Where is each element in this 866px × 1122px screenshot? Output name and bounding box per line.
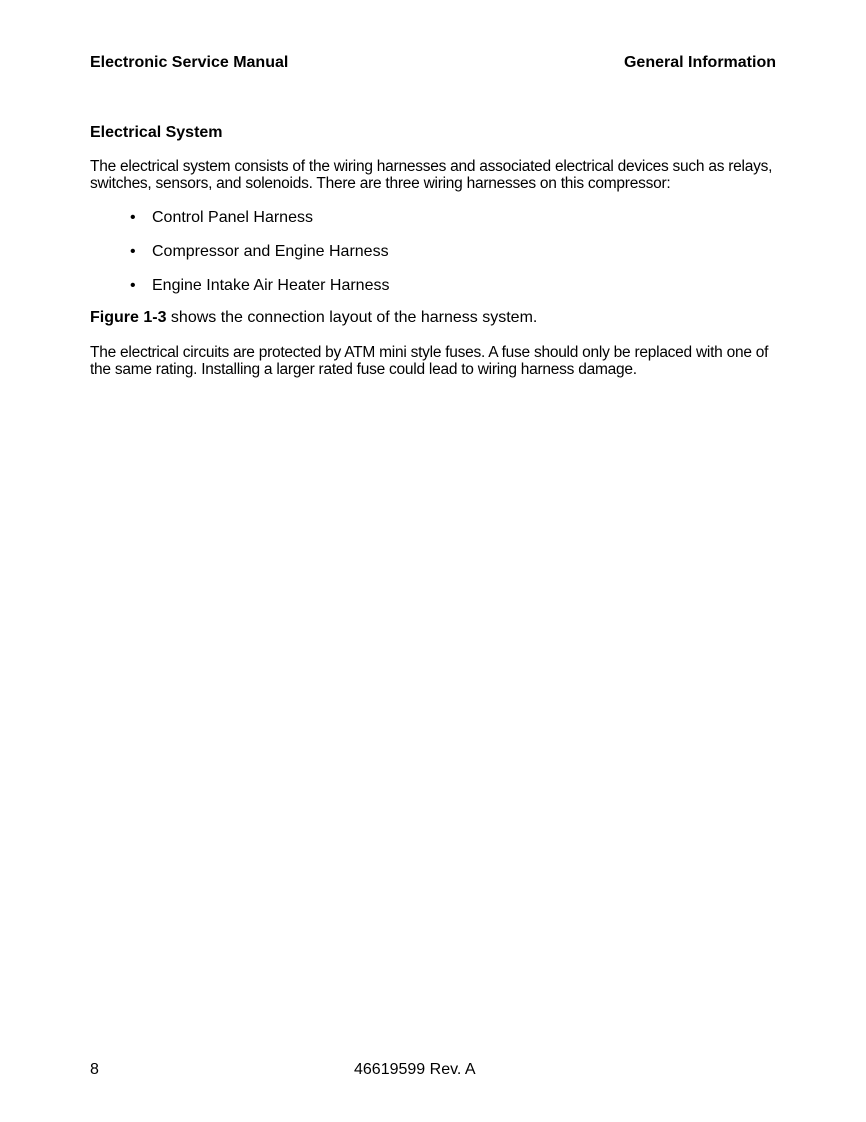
list-item: [90, 209, 780, 227]
page-content: [90, 124, 780, 395]
list-item-text: Control Panel Harness: [152, 209, 313, 226]
document-number: 46619599 Rev. A: [354, 1061, 476, 1078]
fuse-paragraph: The electrical circuits are protected by ATM mini style fuses. A fuse should only be replaced with one of the same rating. Installing a larger rated fuse could lead to wiring harness damage.: [90, 344, 769, 378]
header-manual-title: Electronic Service Manual: [90, 54, 289, 71]
bullet: •: [130, 209, 136, 226]
list-item-text: Compressor and Engine Harness: [152, 243, 389, 260]
figure-reference-link[interactable]: Figure 1-3: [90, 309, 167, 326]
page-number: 8: [90, 1061, 99, 1078]
list-item: [90, 277, 780, 295]
bullet: •: [130, 243, 136, 260]
bullet: •: [130, 277, 136, 294]
intro-paragraph: The electrical system consists of the wiring harnesses and associated electrical devices such as relays, switches, sensors, and solenoids. There are three wiring harnesses on this compressor:: [90, 158, 773, 192]
list-item: [90, 243, 780, 261]
list-item-text: Engine Intake Air Heater Harness: [152, 277, 390, 294]
header-section-title: General Information: [623, 54, 776, 71]
figure-reference-paragraph: [90, 309, 780, 327]
harness-list: [90, 209, 780, 295]
figure-reference-text: shows the connection layout of the harness system.: [166, 309, 538, 326]
section-heading: Electrical System: [90, 124, 223, 141]
